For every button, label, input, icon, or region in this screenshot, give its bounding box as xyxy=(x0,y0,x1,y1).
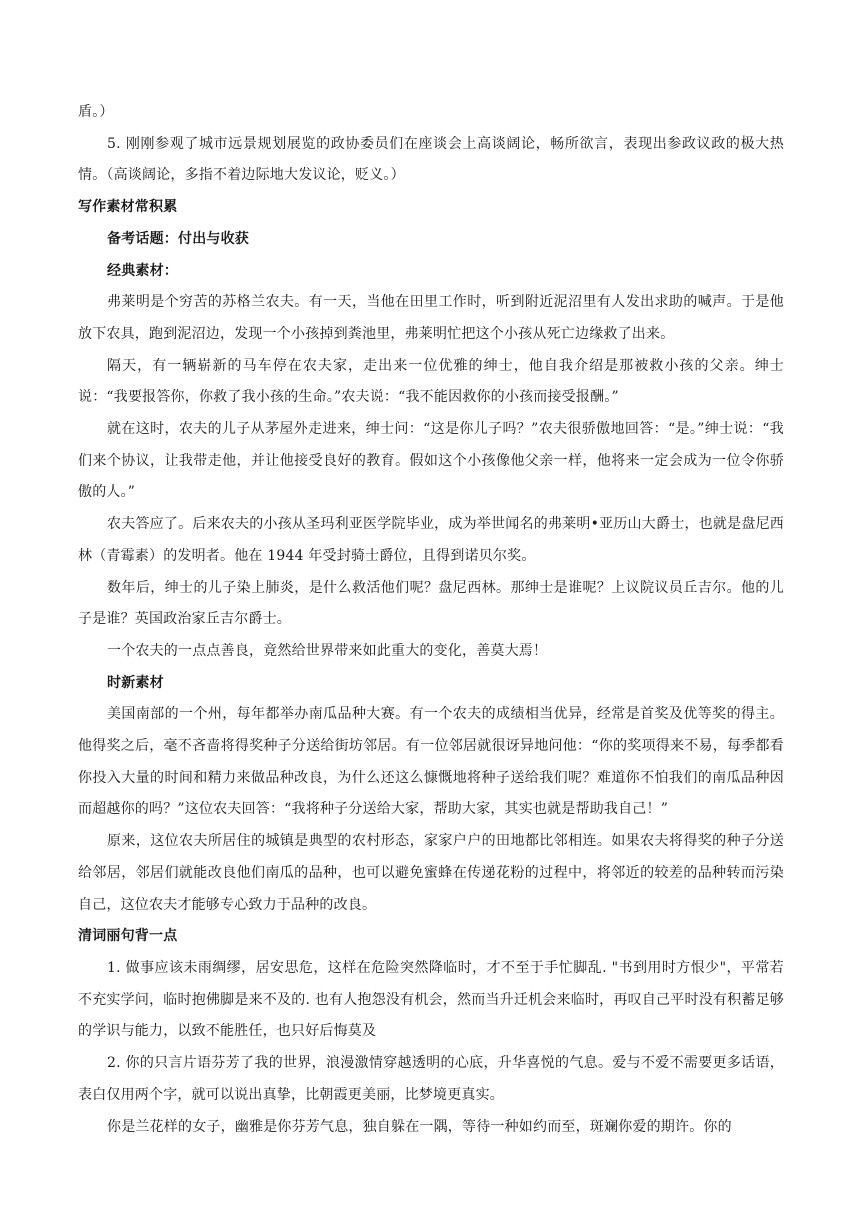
section-heading-writing-material: 写作素材常积累 xyxy=(78,199,178,216)
new-material-heading: 时新素材 xyxy=(107,674,164,691)
paragraph-example-5: 5. 刚刚参观了城市远景规划展览的政协委员们在座谈会上高谈阔论，畅所欲言，表现出参政议政的极大热情。（高谈阔论，多指不着边际地大发议论，贬义。） xyxy=(78,135,784,184)
section-heading-phrases: 清词丽句背一点 xyxy=(78,928,178,945)
paragraph-continuation: 盾。） xyxy=(78,104,114,120)
paragraph-pumpkin-2: 原来，这位农夫所居住的城镇是典型的农村形态，家家户户的田地都比邻相连。如果农夫将得奖的种子分送给邻居，邻居们就能改良他们南瓜的品种，也可以避免蜜蜂在传递花粉的过程中，将邻近的较差的品种转而污染自己，这位农夫才能够专心致力于品种的改良。 xyxy=(78,833,784,913)
document-body xyxy=(78,97,784,1143)
classic-material-heading: 经典素材： xyxy=(107,262,178,279)
paragraph-fleming-6: 一个农夫的一点点善良，竟然给世界带来如此重大的变化，善莫大焉！ xyxy=(107,642,548,659)
paragraph-fleming-2: 隔天，有一辆崭新的马车停在农夫家，走出来一位优雅的绅士，他自我介绍是那被救小孩的父亲。绅士说：“我要报答你，你救了我小孩的生命。”农夫说：“我不能因救你的小孩而接受报酬。” xyxy=(78,357,784,406)
paragraph-phrase-3: 你是兰花样的女子，幽雅是你芬芳气息，独自躲在一隅，等待一种如约而至，斑斓你爱的期许。你的 xyxy=(107,1118,732,1135)
paragraph-phrase-2: 2. 你的只言片语芬芳了我的世界，浪漫激情穿越透明的心底，升华喜悦的气息。爱与不爱不需要更多话语，表白仅用两个字，就可以说出真挚，比朝霞更美丽，比梦境更真实。 xyxy=(78,1055,784,1103)
paragraph-fleming-3: 就在这时，农夫的儿子从茅屋外走进来，绅士问：“这是你儿子吗？”农夫很骄傲地回答：“是。”绅士说：“我们来个协议，让我带走他，并让他接受良好的教育。假如这个小孩像他父亲一样，他将来一定会成为一位令你骄傲的人。” xyxy=(78,421,784,501)
paragraph-pumpkin-1: 美国南部的一个州，每年都举办南瓜品种大赛。有一个农夫的成绩相当优异，经常是首奖及优等奖的得主。他得奖之后，毫不吝啬将得奖种子分送给街坊邻居。有一位邻居就很讶异地问他：“你的奖项得来不易，每季都看你投入大量的时间和精力来做品种改良，为什么还这么慷慨地将种子送给我们呢？难道你不怕我们的南瓜品种因而超越你的吗？”这位农夫回答：“我将种子分送给大家，帮助大家，其实也就是帮助我自己！” xyxy=(78,706,784,818)
paragraph-fleming-1: 弗莱明是个穷苦的苏格兰农夫。有一天，当他在田里工作时，听到附近泥沼里有人发出求助的喊声。于是他放下农具，跑到泥沼边，发现一个小孩掉到粪池里，弗莱明忙把这个小孩从死亡边缘救了出来。 xyxy=(78,294,784,342)
paragraph-phrase-1: 1. 做事应该未雨绸缪，居安思危，这样在危险突然降临时，才不至于手忙脚乱. "书到用时方恨少"，平常若不充实学问，临时抱佛脚是来不及的. 也有人抱怨没有机会，然而当升迁机会来临时，再叹自己平时没有积蓄足够的学识与能力，以致不能胜任，也只好后悔莫及 xyxy=(78,959,784,1040)
paragraph-fleming-5: 数年后，绅士的儿子染上肺炎，是什么救活他们呢？盘尼西林。那绅士是谁呢？上议院议员丘吉尔。他的儿子是谁？英国政治家丘吉尔爵士。 xyxy=(78,579,784,628)
topic-heading: 备考话题：付出与收获 xyxy=(107,230,249,247)
paragraph-fleming-4: 农夫答应了。后来农夫的小孩从圣玛利亚医学院毕业，成为举世闻名的弗莱明•亚历山大爵士，也就是盘尼西林（青霉素）的发明者。他在 1944 年受封骑士爵位，且得到诺贝尔奖。 xyxy=(78,516,784,564)
